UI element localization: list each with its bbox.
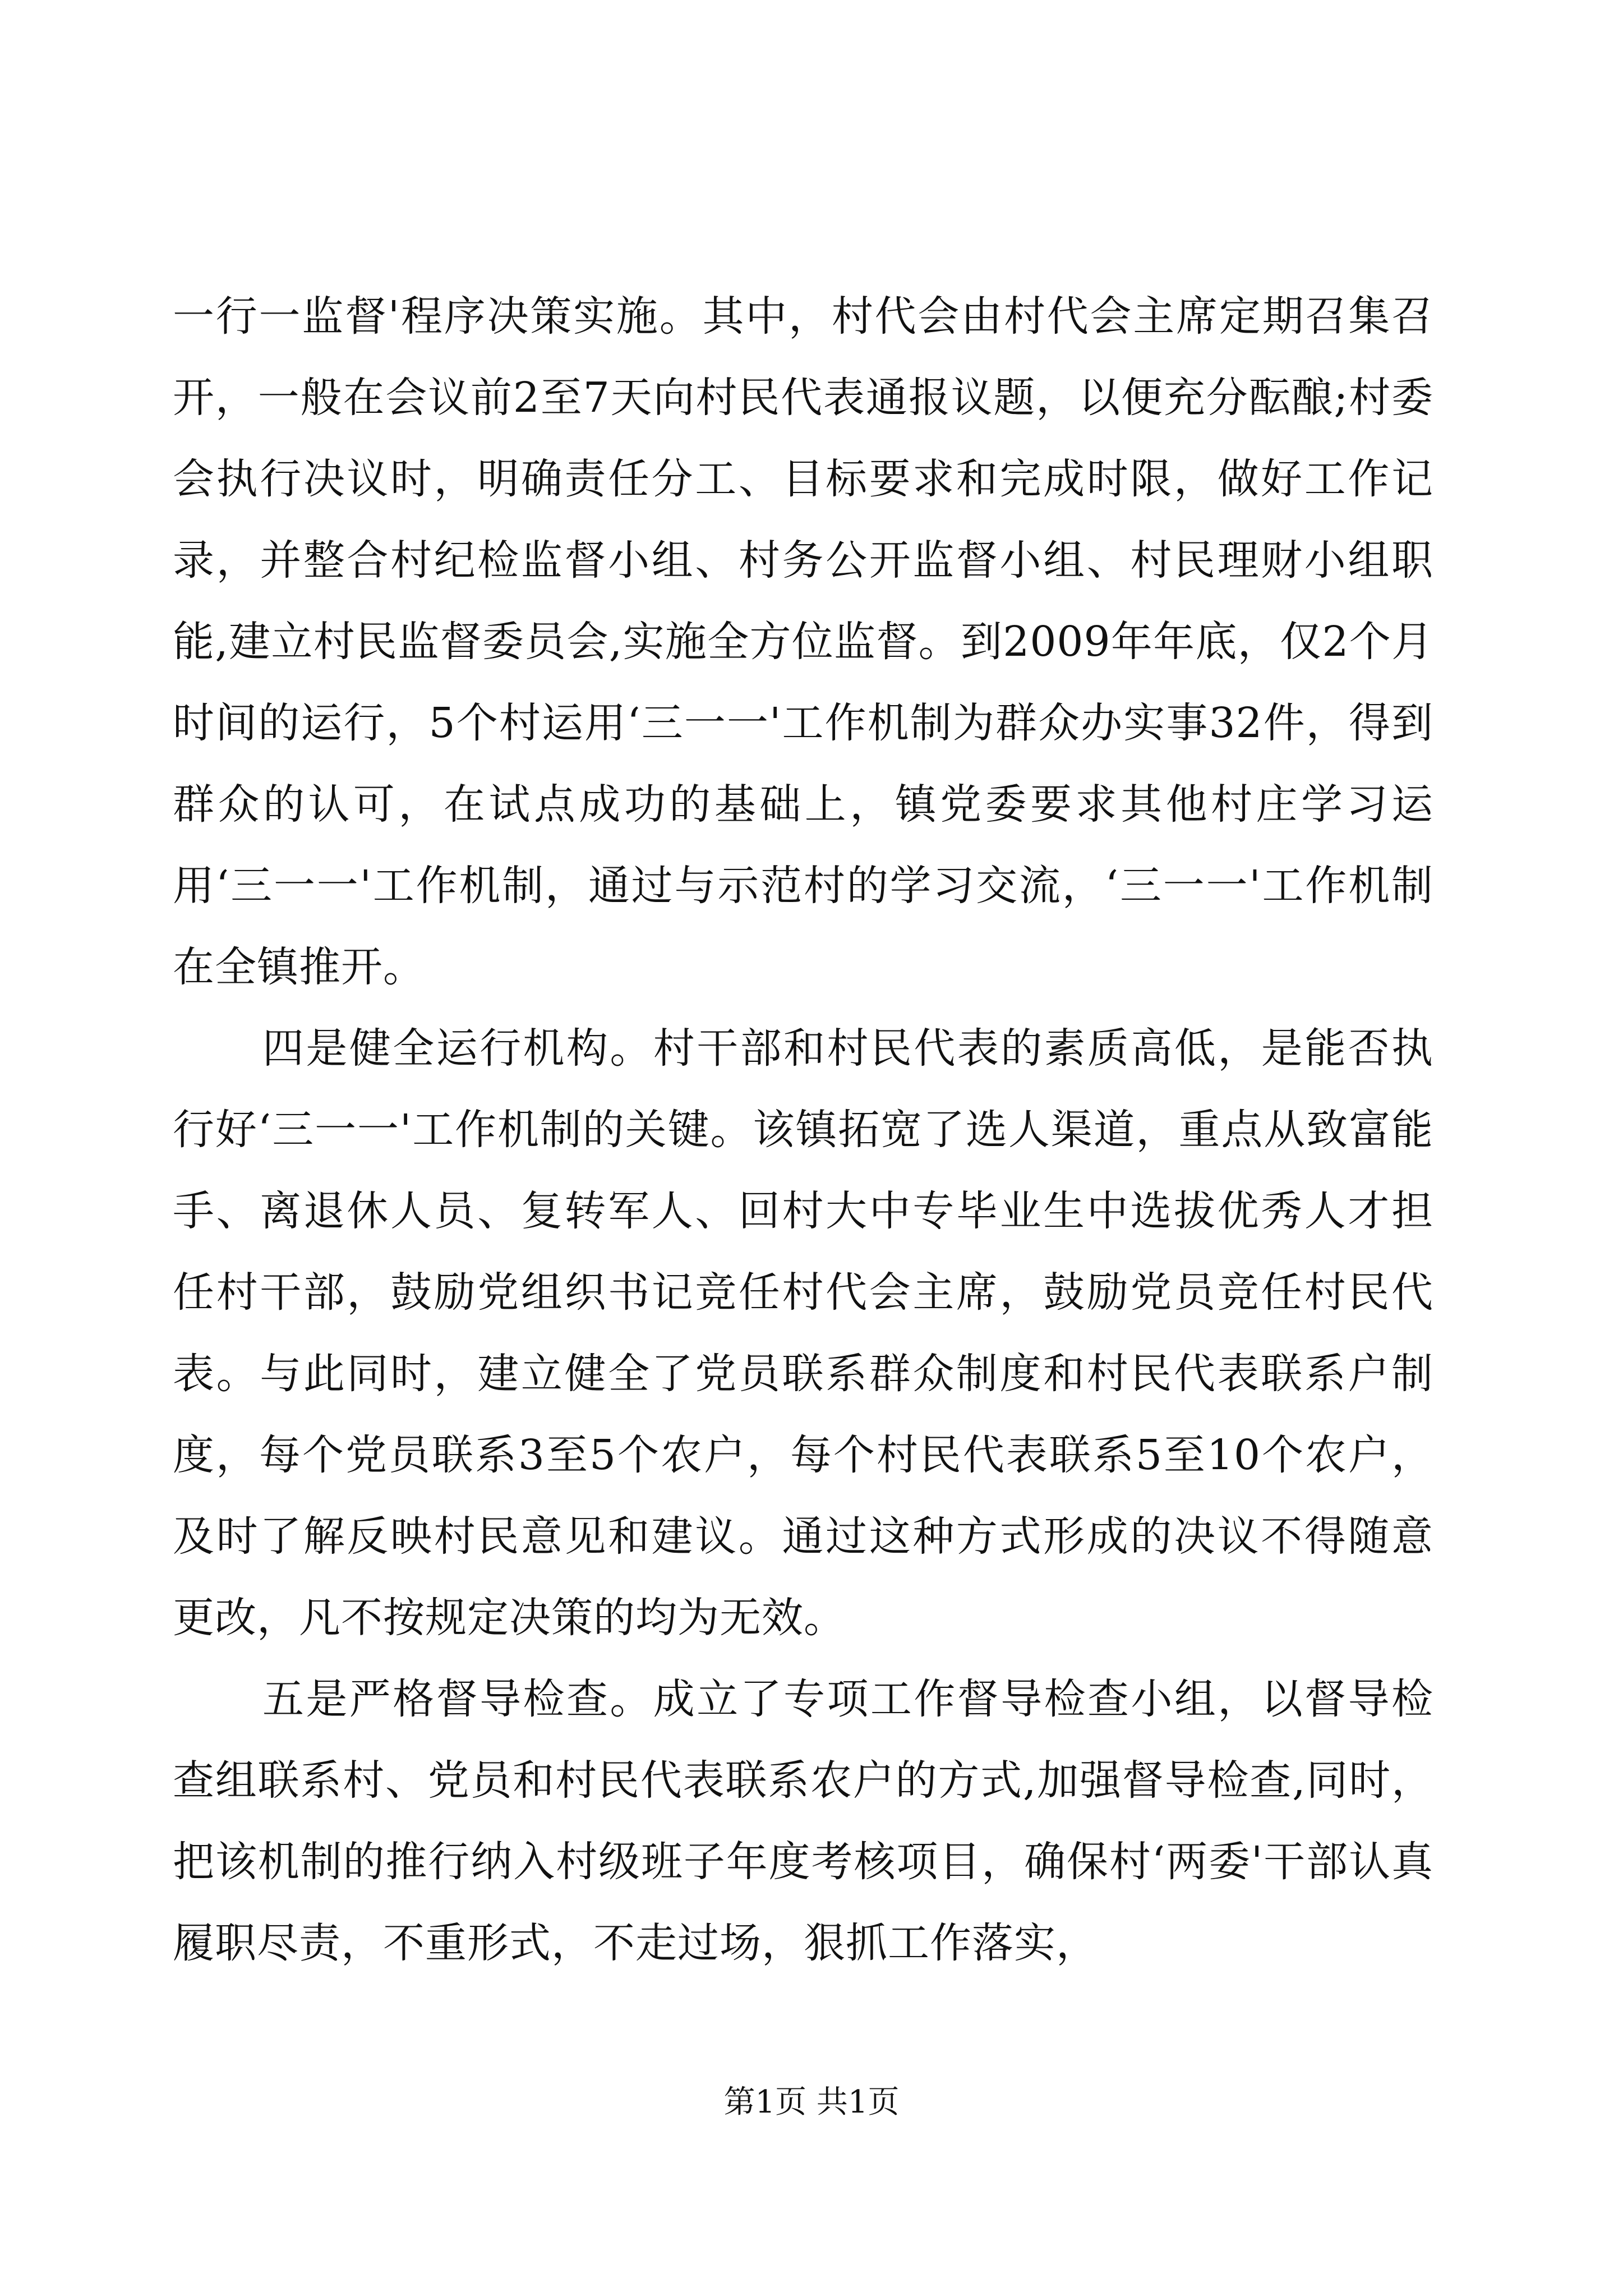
document-body — [173, 276, 1433, 1984]
paragraph-item-five: 五是严格督导检查。成立了专项工作督导检查小组，以督导检查组联系村、党员和村民代表联系农户的方式,加强督导检查,同时，把该机制的推行纳入村级班子年度考核项目，确保村‘两委'干部认真履职尽责，不重形式，不走过场，狠抓工作落实， — [173, 1675, 1433, 1967]
paragraph-continuation: 一行一监督'程序决策实施。其中，村代会由村代会主席定期召集召开，一般在会议前2至7天向村民代表通报议题，以便充分酝酿;村委会执行决议时，明确责任分工、目标要求和完成时限，做好工作记录，并整合村纪检监督小组、村务公开监督小组、村民理财小组职能,建立村民监督委员会,实施全方位监督。到2009年年底，仅2个月时间的运行，5个村运用‘三一一'工作机制为群众办实事32件，得到群众的认可，在试点成功的基础上，镇党委要求其他村庄学习运用‘三一一'工作机制，通过与示范村的学习交流，‘三一一'工作机制在全镇推开。 — [173, 292, 1433, 991]
paragraph-item-four: 四是健全运行机构。村干部和村民代表的素质高低，是能否执行好‘三一一'工作机制的关键。该镇拓宽了选人渠道，重点从致富能手、离退休人员、复转军人、回村大中专毕业生中选拔优秀人才担任村干部，鼓励党组织书记竞任村代会主席，鼓励党员竞任村民代表。与此同时，建立健全了党员联系群众制度和村民代表联系户制度，每个党员联系3至5个农户，每个村民代表联系5至10个农户，及时了解反映村民意见和建议。通过这种方式形成的决议不得随意更改，凡不按规定决策的均为无效。 — [173, 1024, 1433, 1642]
page-number-footer: 第1页 共1页 — [723, 2084, 900, 2120]
